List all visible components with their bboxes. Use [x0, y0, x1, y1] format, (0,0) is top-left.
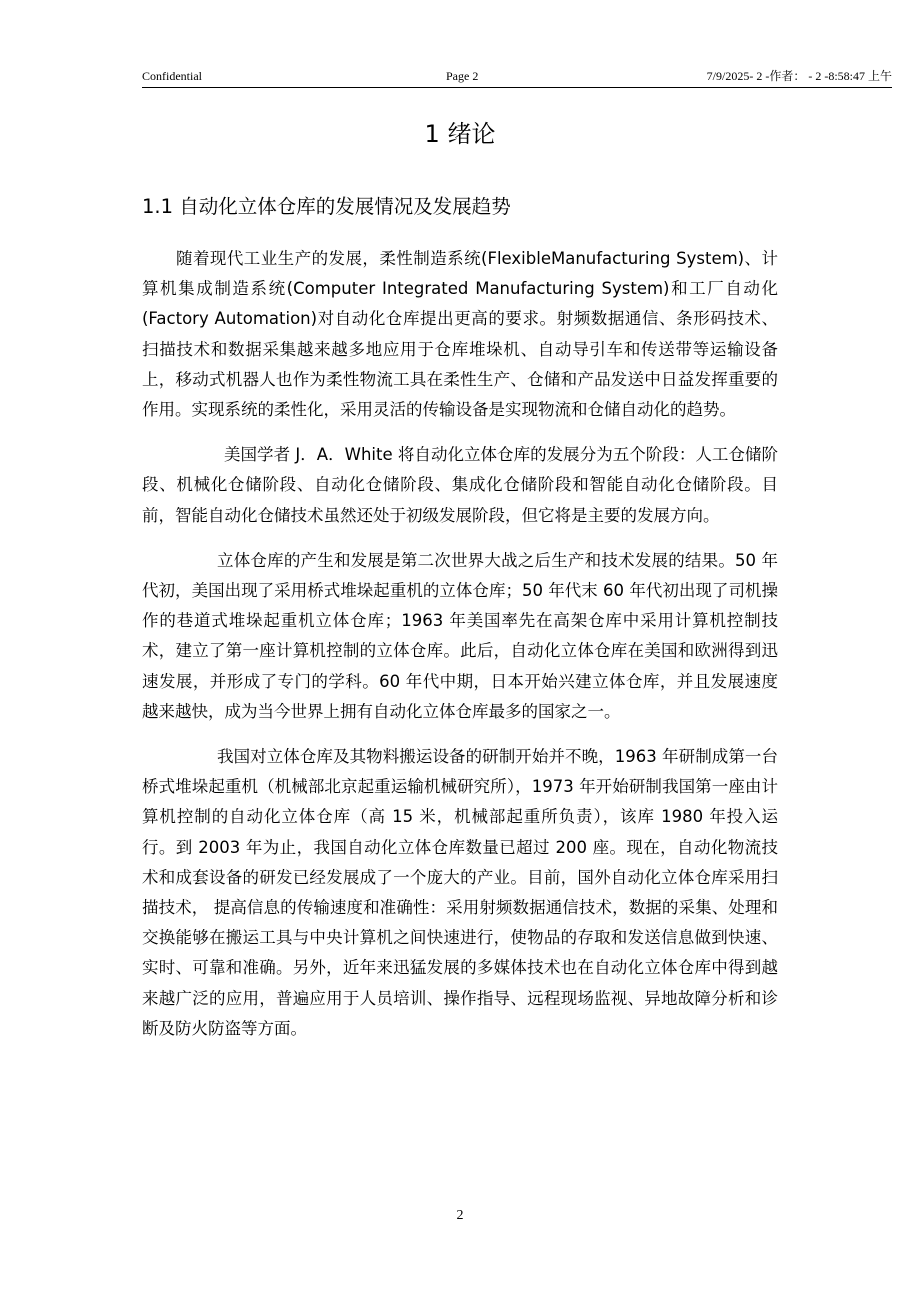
- header-page-label: Page 2: [446, 69, 479, 83]
- paragraph-2: 美国学者 J．A．White 将自动化立体仓库的发展分为五个阶段：人工仓储阶段、机械化仓储阶段、自动化仓储阶段、集成化仓储阶段和智能自动化仓储阶段。目前，智能自动化仓储技术虽然还处于初级发展阶段，但它将是主要的发展方向。: [142, 445, 778, 525]
- header-date-author: 7/9/2025- 2 -作者： - 2 -8:58:47 上午: [706, 69, 892, 83]
- page-number: 2: [456, 1208, 464, 1223]
- header-confidential: Confidential: [142, 69, 202, 83]
- paragraph-4: 我国对立体仓库及其物料搬运设备的研制开始并不晚，1963 年研制成第一台桥式堆垛起重机（机械部北京起重运输机械研究所），1973 年开始研制我国第一座由计算机控制的自动化立体仓库（高 15 米，机械部起重所负责），该库 1980 年投入运行。到 2003 年为止，我国自动化立体仓库数量已超过 200 座。现在，自动化物流技术和成套设备的研发已经发展成了一个庞大的产业。目前，国外自动化立体仓库采用扫描技术， 提高信息的传输速度和准确性：采用射频数据通信技术，数据的采集、处理和交换能够在搬运工具与中央计算机之间快速进行，使物品的存取和发送信息做到快速、实时、可靠和准确。另外，近年来迅猛发展的多媒体技术也在自动化立体仓库中得到越来越广泛的应用，普遍应用于人员培训、操作指导、远程现场监视、异地故障分析和诊断及防火防盗等方面。: [142, 747, 778, 1038]
- body-text: [142, 244, 778, 1044]
- chapter-title: 1 绪论: [424, 120, 496, 148]
- page-header: [142, 66, 892, 86]
- paragraph-1: 随着现代工业生产的发展，柔性制造系统(FlexibleManufacturing System)、计算机集成制造系统(Computer Integrated Manufacturing System)和工厂自动化(Factory Automation)对自动化仓库提出更高的要求。射频数据通信、条形码技术、扫描技术和数据采集越来越多地应用于仓库堆垛机、自动导引车和传送带等运输设备上，移动式机器人也作为柔性物流工具在柔性生产、仓储和产品发送中日益发挥重要的作用。实现系统的柔性化，采用灵活的传输设备是实现物流和仓储自动化的趋势。: [142, 249, 778, 420]
- paragraph-3: 立体仓库的产生和发展是第二次世界大战之后生产和技术发展的结果。50 年代初，美国出现了采用桥式堆垛起重机的立体仓库；50 年代末 60 年代初出现了司机操作的巷道式堆垛起重机立体仓库；1963 年美国率先在高架仓库中采用计算机控制技术，建立了第一座计算机控制的立体仓库。此后，自动化立体仓库在美国和欧洲得到迅速发展，并形成了专门的学科。60 年代中期，日本开始兴建立体仓库，并且发展速度越来越快，成为当今世界上拥有自动化立体仓库最多的国家之一。: [142, 550, 778, 721]
- section-title: 1.1 自动化立体仓库的发展情况及发展趋势: [142, 195, 511, 218]
- header-rule: [142, 87, 892, 88]
